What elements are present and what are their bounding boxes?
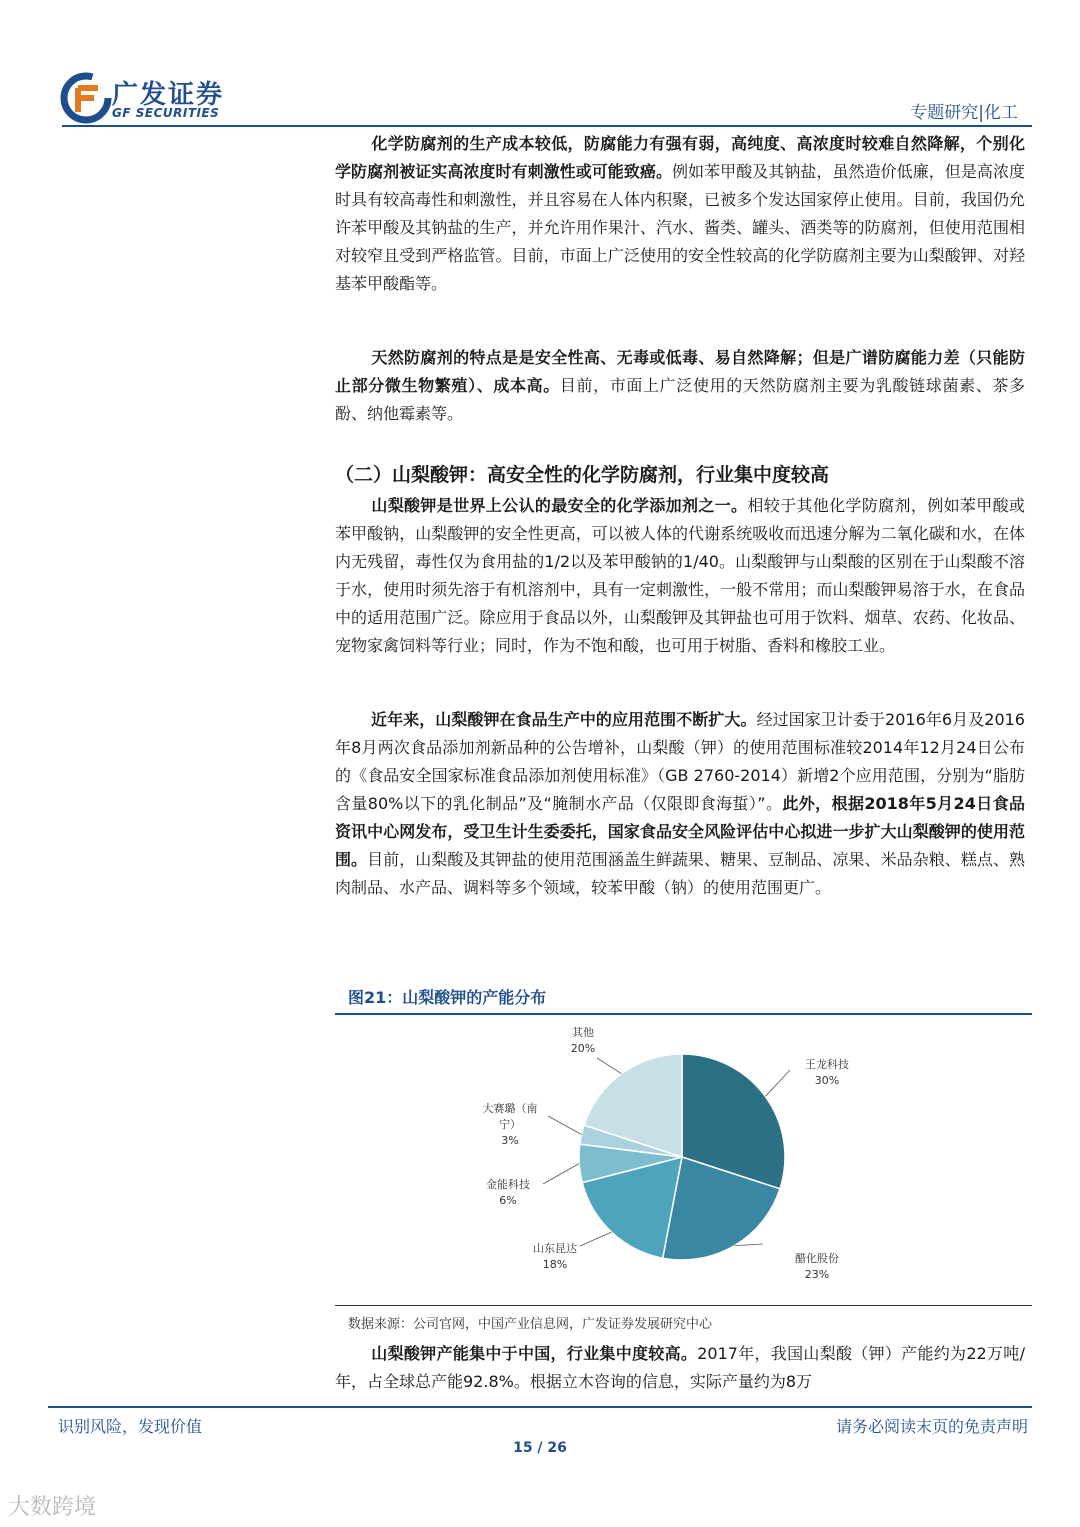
p1-text: 例如苯甲酸及其钠盐，虽然造价低廉，但是高浓度时具有较高毒性和刺激性，并且容易在人体内积聚，已被多个发达国家停止使用。目前，我国仍允许苯甲酸及其钠盐的生产，并允许用作果汁、汽水、酱类、罐头、酒类等的防腐剂，但使用范围相对较窄且受到严格监管。目前，市面上广泛使用的安全性较高的化学防腐剂主要为山梨酸钾、对羟基苯甲酸酯等。 [335,162,1025,293]
pie-label-4: 大赛璐（南 [482,1102,538,1115]
pie-label-4-line-1: 宁） [499,1118,521,1131]
p2-bold: 天然防腐剂的特点是是安全性高、无毒或低毒、易自然降解；但是广谱防腐能力差（只能防止部分微生物繁殖）、成本高。 [335,348,1025,395]
pie-leader-line-2 [580,1232,611,1246]
pie-leader-line-0 [765,1070,790,1096]
figure-top-rule [335,1013,1032,1015]
pie-value-label-3: 6% [499,1194,517,1207]
p4-bold-2: 此外，根据2018年5月24日食品资讯中心网发布，受卫生计生委委托，国家食品安全风险评估中心拟进一步扩大山梨酸钾的使用范围。 [335,794,1025,869]
footer-disclaimer: 请务必阅读末页的免责声明 [835,1417,1028,1436]
report-category: 专题研究|化工 [910,103,1018,123]
figure-source: 数据来源：公司官网，中国产业信息网，广发证券发展研究中心 [348,1317,713,1332]
p4-text-2: 目前，山梨酸及其钾盐的使用范围涵盖生鲜蔬果、糖果、豆制品、凉果、米品杂粮、糕点、熟肉制品、水产品、调料等多个领域，较苯甲酸（钠）的使用范围更广。 [335,850,1025,897]
paragraph-natural-preservatives [335,344,1025,428]
figure-title: 图21：山梨酸钾的产能分布 [348,988,547,1007]
pie-value-label-5: 20% [570,1042,596,1055]
pie-leader-line-4 [548,1116,581,1135]
p3-bold: 山梨酸钾是世界上公认的最安全的化学添加剂之一。 [371,496,748,515]
footer-divider [48,1406,1032,1408]
pie-label-3: 金能科技 [486,1178,530,1191]
pie-label-2: 山东昆达 [533,1242,577,1255]
p1-bold: 化学防腐剂的生产成本较低，防腐能力有强有弱，高纯度、高浓度时较难自然降解，个别化学防腐剂被证实高浓度时有刺激性或可能致癌。 [335,134,1025,181]
figure-bottom-rule [335,1305,1032,1306]
page-number: 15 / 26 [513,1440,567,1456]
watermark: 大数跨境 [8,1495,97,1520]
pie-label-1: 醋化股份 [795,1252,839,1265]
p3-text: 相较于其他化学防腐剂，例如苯甲酸或苯甲酸钠，山梨酸钾的安全性更高，可以被人体的代谢系统吸收而迅速分解为二氧化碳和水，在体内无残留，毒性仅为食用盐的1/2以及苯甲酸钠的1/40。山梨酸钾与山梨酸的区别在于山梨酸不溶于水，使用时须先溶于有机溶剂中，具有一定刺激性，一般不常用；而山梨酸钾易溶于水，在食品中的适用范围广泛。除应用于食品以外，山梨酸钾及其钾盐也可用于饮料、烟草、农药、化妆品、宠物家禽饲料等行业；同时，作为不饱和酸，也可用于树脂、香料和橡胶工业。 [335,496,1025,655]
logo-cn: 广发证券 [112,80,225,110]
pie-leader-line-3 [543,1163,579,1184]
footer-slogan: 识别风险，发现价值 [58,1417,203,1436]
pie-value-label-4: 3% [501,1134,519,1147]
section-heading: （二）山梨酸钾：高安全性的化学防腐剂，行业集中度较高 [335,464,830,486]
paragraph-potassium-sorbate-safety [335,492,1025,660]
pie-leader-line-5 [597,1058,621,1074]
logo-en: GF SECURITIES [112,106,220,120]
paragraph-application-range [335,706,1025,902]
pie-leader-line-1 [734,1244,763,1246]
company-logo-mark [60,72,112,124]
pie-chart [335,1016,1032,1302]
header-divider [62,125,1032,127]
pie-value-label-2: 18% [542,1258,568,1271]
pie-label-0: 王龙科技 [805,1058,849,1071]
p5-bold: 山梨酸钾产能集中于中国，行业集中度较高。 [371,1344,698,1363]
p4-bold: 近年来，山梨酸钾在食品生产中的应用范围不断扩大。 [371,710,757,729]
pie-value-label-1: 23% [804,1268,830,1281]
p4-text: 经过国家卫计委于2016年6月及2016年8月两次食品添加剂新品种的公告增补，山梨酸（钾）的使用范围标准较2014年12月24日公布的《食品安全国家标准食品添加剂使用标准》（GB 2760-2014）新增2个应用范围，分别为“脂肪含量80%以下的乳化制品”及“腌制水产品（仅限即食海蜇）”。 [335,710,1025,813]
paragraph-chemical-preservatives [335,130,1025,298]
pie-value-label-0: 30% [814,1074,840,1087]
paragraph-capacity-concentration [335,1340,1025,1396]
p5-text: 2017年，我国山梨酸（钾）产能约为22万吨/年，占全球总产能92.8%。根据立木咨询的信息，实际产量约为8万 [335,1344,1025,1391]
pie-label-5: 其他 [572,1026,594,1039]
p2-text: 目前，市面上广泛使用的天然防腐剂主要为乳酸链球菌素、茶多酚、纳他霉素等。 [335,376,1025,423]
